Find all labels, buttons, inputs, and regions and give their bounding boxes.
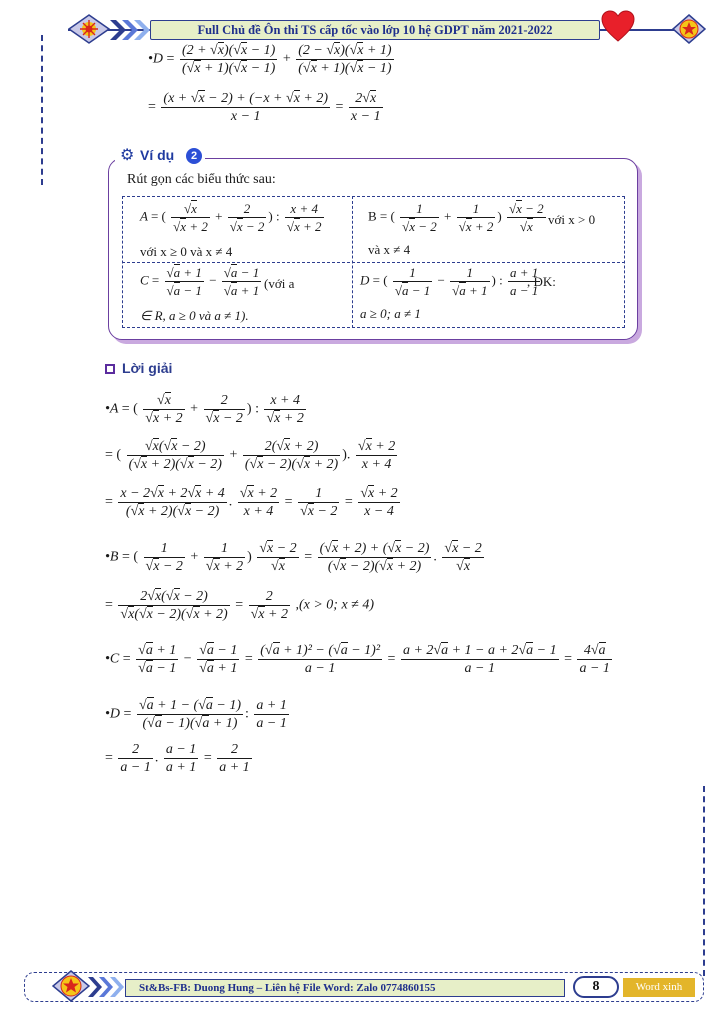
cell-b-condition-1: với x > 0 bbox=[548, 212, 596, 227]
cell-c-expression: C = √ a + 1 √ a − 1 − √ a − 1 √ a + 1 bbox=[140, 264, 263, 299]
cell-a-expression: A = ( √ x √ x + 2 + 2 √ x − 2 ) : x + 4 √ x + 2 bbox=[140, 200, 326, 235]
cell-d-expression: D = ( 1 √ a − 1 − 1 √ a + 1 ) : $\frac{a + 1}{a - 1}$ bbox=[360, 264, 542, 299]
example-number-badge: 2 bbox=[186, 148, 202, 164]
example-label: Ví dụ bbox=[140, 147, 175, 163]
cell-b-expression: B = ( 1 √ x − 2 + 1 √ x + 2 ) √ x − 2 √ x bbox=[368, 200, 548, 235]
page-number: 8 bbox=[592, 979, 600, 994]
d-expansion-line-2: = $\frac{(x + √ x - 2) + (-x + √ x + 2)}{x - 1}$ = $\frac{2√ x}{x - 1}$ bbox=[148, 90, 385, 125]
cell-a-condition: với x ≥ 0 và x ≠ 4 bbox=[140, 244, 233, 259]
footer-credit: St&Bs-FB: Duong Hung – Liên hệ File Word: Zalo 0774860155 bbox=[139, 982, 436, 994]
cell-d-condition-2: a ≥ 0; a ≠ 1 bbox=[360, 306, 421, 321]
solution-a-line-1: •A = ( √ x √ x + 2 + 2 √ x − 2 ) : x + 4 √ x + 2 bbox=[105, 392, 308, 427]
solution-c-line: •C = √ a + 1 √ a − 1 − √ a − 1 √ a + 1 = $\frac{\text{(√ a + 1)² − (√ a − 1)²}}{a - 1}$ = $\frac{a + 2√ a + 1 - a + 2√ a - 1}{a - 1}$ = $\frac{4√ a}{a - 1}$ bbox=[105, 642, 614, 677]
solution-d-line-2: = $\frac{2}{a - 1}$ . $\frac{a - 1}{a + 1}$ = $\frac{2}{a + 1}$ bbox=[105, 742, 250, 775]
grid-divider-horizontal bbox=[122, 262, 625, 263]
cell-c-condition-2: ∈ R, a ≥ 0 và a ≠ 1). bbox=[140, 308, 249, 323]
solution-b-line-1: •B = ( 1 √ x − 2 + 1 √ x + 2 ) √ x − 2 √ x = $\frac{(√ x + 2) + (√ x - 2)}{(√ x - 2)(√ x + 2)}$ . √ x − 2 √ x bbox=[105, 540, 486, 575]
gear-icon: ⚙ bbox=[120, 147, 135, 164]
star-badge-icon bbox=[52, 970, 90, 1002]
solution-d-line-1: •D = √ $\frac{a + 1 - (√ a - 1)}{(√ a - 1)(√ a + 1)}$ : $\frac{a + 1}{a - 1}$ bbox=[105, 697, 291, 732]
solution-marker-icon bbox=[105, 364, 115, 374]
cell-c-condition-1: (với a bbox=[264, 276, 295, 291]
right-margin-dash bbox=[703, 786, 705, 976]
chevron-arrows-icon bbox=[88, 976, 124, 998]
solution-b-condition: ,(x > 0; x ≠ 4) bbox=[295, 597, 374, 613]
page-header-title: Full Chủ đề Ôn thi TS cấp tốc vào lớp 10 hệ GDPT năm 2021-2022 bbox=[197, 23, 553, 37]
cell-b-condition-2: và x ≠ 4 bbox=[368, 242, 411, 257]
flower-icon bbox=[68, 14, 110, 44]
chevron-arrows-icon bbox=[110, 18, 150, 42]
example-prompt: Rút gọn các biểu thức sau: bbox=[127, 172, 276, 187]
star-badge-icon bbox=[672, 14, 706, 44]
solution-title: Lời giải bbox=[122, 360, 173, 376]
solution-a-line-3: = $\frac{x - 2√ x + 2√ x + 4}{(√ x + 2)(√ x - 2)}$ . √ $\frac{x + 2}{x + 4}$ = 1 √ x − 2 = √ $\frac{x + 2}{x - 4}$ bbox=[105, 485, 402, 520]
solution-b-line-2: = 2√ x(√ x − 2) √ x(√ x − 2)(√ x + 2) = 2 √ x + 2 ,(x > 0; x ≠ 4) bbox=[105, 588, 374, 623]
word-xinh-badge: Word xinh bbox=[623, 978, 695, 997]
solution-a-line-2: = ( √ $\frac{x(√ x - 2)}{(√ x + 2)(√ x - 2)}$ + $\frac{2(√ x + 2)}{(√ x - 2)(√ x + 2)}$ ). √ $\frac{x + 2}{x + 4}$ bbox=[105, 438, 399, 473]
heart-icon bbox=[601, 10, 635, 44]
cell-d-condition-1: , ĐK: bbox=[527, 274, 556, 289]
left-margin-dash bbox=[41, 35, 43, 185]
d-expansion-line-1: •D = $\frac{(2 + √ x)(√ x - 1)}{(√ x + 1)(√ x - 1)}$ + $\frac{(2 - √ x)(√ x + 1)}{(√ x + 1)(√ x - 1)}$ bbox=[148, 42, 396, 77]
